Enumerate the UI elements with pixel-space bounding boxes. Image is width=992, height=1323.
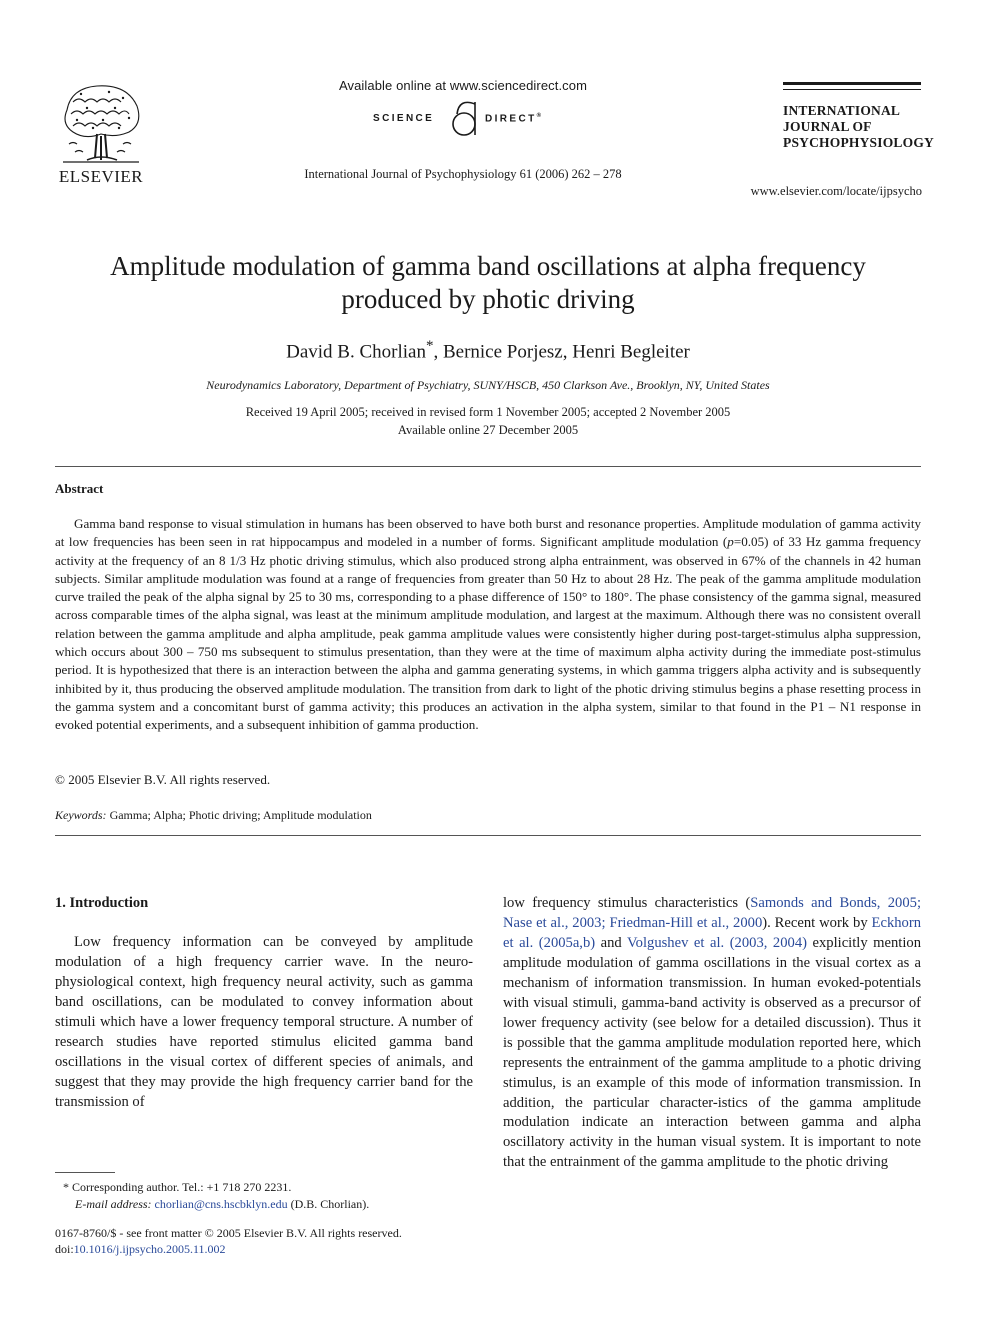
paper-title-line: Amplitude modulation of gamma band oscillations at alpha frequency	[110, 251, 866, 281]
body-column-left	[55, 894, 473, 1113]
journal-citation: International Journal of Psychophysiology 61 (2006) 262 – 278	[304, 167, 622, 181]
abstract-copyright: © 2005 Elsevier B.V. All rights reserved.	[55, 772, 271, 787]
front-matter-line: 0167-8760/$ - see front matter © 2005 Elsevier B.V. All rights reserved.	[55, 1226, 402, 1240]
keywords-divider	[55, 835, 921, 836]
corresponding-author-mark[interactable]: *	[425, 338, 434, 354]
sciencedirect-logo	[373, 100, 553, 138]
body-text-run: ). Recent work by	[762, 914, 872, 931]
sciencedirect-left-word: SCIENCE	[373, 113, 435, 124]
doi-label: doi:	[55, 1242, 74, 1256]
email-suffix: (D.B. Chorlian).	[287, 1197, 370, 1211]
email-link[interactable]: chorlian@cns.hscbklyn.edu	[154, 1197, 288, 1211]
registered-mark: ®	[536, 113, 542, 119]
footnote	[55, 1179, 485, 1213]
journal-url[interactable]: www.elsevier.com/locate/ijpsycho	[750, 184, 922, 198]
header-divider	[55, 466, 921, 467]
corresponding-author-note: * Corresponding author. Tel.: +1 718 270 2231.	[63, 1180, 292, 1194]
section-heading: 1. Introduction	[55, 895, 149, 911]
journal-name	[783, 103, 933, 151]
abstract-text-part: Gamma band response to visual stimulation in humans has been observed to have both burst and resonance properties. Amplitude modulation of gamma activity at low frequencies has been seen in rat hippocampus and modeled in a number of forms. Significant amplitude modulation (	[55, 516, 921, 550]
available-online-line: Available online 27 December 2005	[397, 423, 579, 437]
keywords-label: Keywords:	[55, 808, 107, 822]
journal-name-line: INTERNATIONAL	[783, 103, 901, 118]
footnote-divider	[55, 1172, 115, 1173]
author-list	[40, 338, 936, 363]
email-line	[55, 1196, 485, 1213]
journal-name-rule-thick	[783, 82, 921, 85]
journal-name-line: PSYCHOPHYSIOLOGY	[783, 135, 934, 150]
body-text-run: explicitly mention amplitude modulation of gamma oscillations in the visual cortex as a mechanism of information transmission. In human evoked-potentials with visual stimuli, gamma-band activity is observed as a precursor of lower frequency activity (see below for a detailed discussion). Thus it is possible that the gamma amplitude modulation reported here, which represents the entrainment of the gamma amplitude to a photic driving stimulus, is an example of this mode of information transmission. In addition, the particular character-istics of the gamma amplitude modulation indicate an interaction between gamma and alpha oscillatory activity in the human visual system. It is important to note that the entrainment of the gamma amplitude to the photic driving	[503, 934, 922, 1171]
received-dates	[40, 403, 936, 439]
sciencedirect-available-line[interactable]: Available online at www.sciencedirect.com	[338, 78, 588, 93]
affiliation: Neurodynamics Laboratory, Department of Psychiatry, SUNY/HSCB, 450 Clarkson Ave., Brooklyn, NY, United States	[206, 378, 770, 392]
paper-title	[40, 250, 936, 316]
paper-title-line: produced by photic driving	[341, 284, 635, 314]
issn-block	[55, 1225, 485, 1257]
p-value-symbol: p	[727, 534, 734, 550]
keywords	[55, 808, 372, 823]
abstract-text	[55, 515, 921, 735]
body-column-right	[503, 894, 921, 1173]
journal-name-line: JOURNAL OF	[783, 119, 872, 134]
email-label: E-mail address:	[75, 1197, 152, 1211]
sciencedirect-d-icon	[449, 100, 483, 138]
intro-paragraph: Low frequency information can be conveyed by amplitude modulation of a high frequency carrier wave. In the neuro-physiological context, high frequency neural activity, such as gamma band oscillations, can be modulated to convey information about stimuli which have a lower frequency temporal structure. A number of research studies have reported stimulus elicited gamma band oscillations in the visual cortex of different species of animals, and suggest that they may provide the high frequency carrier band for the transmission of	[55, 934, 473, 1110]
abstract-text-part: =0.05) of 33 Hz gamma frequency activity at the frequency of an 8 1/3 Hz photic driving stimulus, which also produced strong alpha entrainment, was observed in 67% of the channels in 42 human subjects. Similar amplitude modulation was found at a range of frequencies from greater than 50 Hz to about 28 Hz. The peak of the gamma amplitude modulation curve trailed the peak of the alpha signal by 25 to 30 ms, corresponding to a phase difference of 150° to 180°. The phase consistency of the gamma signal, measured across comparable times of the alpha signal, was least at the minimum amplitude modulation, and largest at the maximum. Although there was no consistent overall relation between the gamma amplitude and alpha amplitude, peak gamma amplitude values were consistently higher during post-target-stimulus alpha suppression, which occurs about 300 – 750 ms subsequent to stimulus presentation, than they were at the time of maximum alpha activity during the immediate post-stimulus period. It is hypothesized that there is an interaction between the alpha and gamma generating systems, in which gamma triggers alpha activity and is subsequently inhibited by it, thus producing the observed amplitude modulation. The transition from dark to light of the photic driving stimulus begins a phase resetting process in the gamma system and a concomitant burst of gamma activity; this produces an activation in the alpha system, similar to that found in the P1 – N1 response in evoked potential experiments, and a subsequent inhibition of gamma production.	[55, 534, 921, 733]
citation-link[interactable]: Eckhorn et al. (2005a,b)	[503, 914, 921, 951]
author-name: David B. Chorlian	[286, 341, 426, 363]
elsevier-wordmark: ELSEVIER	[58, 167, 144, 186]
author-names-rest: , Bernice Porjesz, Henri Begleiter	[433, 341, 690, 363]
intro-paragraph-continued	[503, 894, 921, 1173]
citation-link[interactable]: Samonds and Bonds, 2005; Nase et al., 2003; Friedman-Hill et al., 2000	[503, 895, 922, 931]
sciencedirect-right-word: DIRECT®	[485, 113, 542, 125]
body-text-run: low frequency stimulus characteristics (	[503, 895, 751, 911]
doi-line	[55, 1241, 485, 1257]
doi-link[interactable]: 10.1016/j.ijpsycho.2005.11.002	[73, 1242, 226, 1256]
keywords-text: Gamma; Alpha; Photic driving; Amplitude modulation	[109, 808, 372, 822]
abstract-heading: Abstract	[55, 481, 104, 496]
journal-name-rule-thin	[783, 89, 921, 90]
citation-link[interactable]: Volgushev et al. (2003, 2004)	[627, 934, 807, 951]
body-text-run: and	[595, 934, 628, 951]
received-line: Received 19 April 2005; received in revised form 1 November 2005; accepted 2 November 2005	[245, 405, 731, 419]
